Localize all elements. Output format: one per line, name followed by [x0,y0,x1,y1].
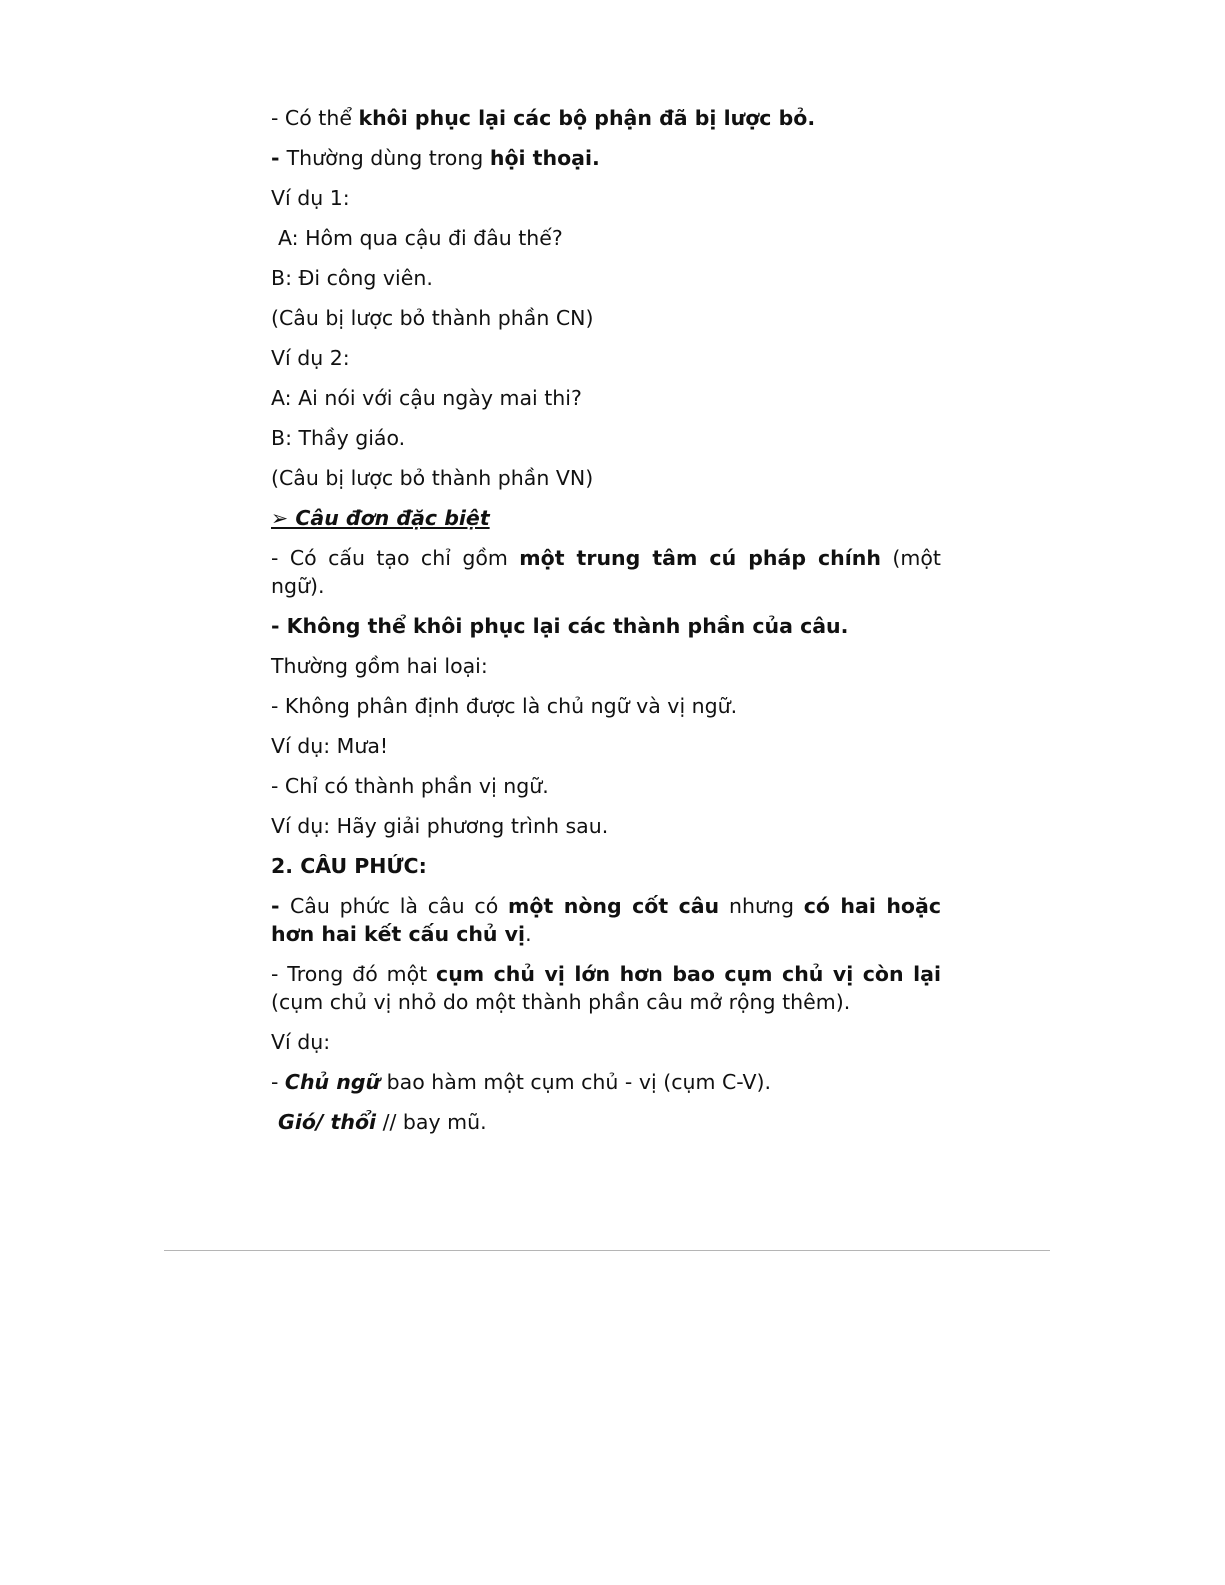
text-run: - [271,1070,285,1094]
text-run: - Có thể [271,106,359,130]
line-larger-cluster [271,960,941,1016]
example-1-answer: B: Đi công viên. [271,266,433,290]
line-complex-definition [271,892,941,948]
line-used-in-dialogue [271,144,941,172]
text-run: - Có cấu tạo chỉ gồm [271,546,520,570]
bold-run: một trung tâm cú pháp chính [519,546,881,570]
bold-run: cụm chủ vị lớn hơn bao cụm chủ vị còn lại [436,962,941,986]
text-run: . [525,922,532,946]
special-sentence-heading [271,504,941,532]
bold-run: có hai hoặc hơn hai kết cấu chủ vị [271,894,941,946]
text-run: Câu phức là câu có [289,894,509,918]
example-equation: Ví dụ: Hãy giải phương trình sau. [271,814,609,838]
example-label: Ví dụ: [271,1030,331,1054]
bold-run: khôi phục lại các bộ phận đã bị lược bỏ. [358,106,816,130]
document-body [271,104,941,1148]
example-wind [271,1108,941,1136]
bold-dash: - [271,894,290,918]
example-1-label: Ví dụ 1: [271,186,350,210]
section-heading-complex-sentence: 2. CÂU PHỨC: [271,854,427,878]
example-2-question: A: Ai nói với cậu ngày mai thi? [271,386,582,410]
bold-run: hội thoại. [489,146,600,170]
line-two-types: Thường gồm hai loại: [271,654,488,678]
bold-italic-run: Chủ ngữ [284,1070,381,1094]
example-2-note: (Câu bị lược bỏ thành phần VN) [271,466,594,490]
text-run: bao hàm một cụm chủ - vị (cụm C-V). [380,1070,771,1094]
text-run: nhưng [719,894,804,918]
line-type-predicate-only: - Chỉ có thành phần vị ngữ. [271,774,549,798]
example-2-label: Ví dụ 2: [271,346,350,370]
line-cannot-restore: - Không thể khôi phục lại các thành phần của câu. [271,614,849,638]
line-type-undetermined: - Không phân định được là chủ ngữ và vị ngữ. [271,694,738,718]
bold-italic-run: Gió/ thổi [278,1110,377,1134]
line-structure-single-center [271,544,941,600]
line-subject-contains-cv [271,1068,941,1096]
bold-run: một nòng cốt câu [508,894,720,918]
example-rain: Ví dụ: Mưa! [271,734,389,758]
text-run: - Trong đó một [271,962,437,986]
text-run: (cụm chủ vị nhỏ do một thành phần câu mở rộng thêm). [271,990,851,1014]
example-1-question: A: Hôm qua cậu đi đâu thế? [278,226,563,250]
text-run: (một ngữ). [271,546,941,598]
example-2-answer: B: Thầy giáo. [271,426,406,450]
line-restore-parts [271,104,941,132]
page-footer-rule [164,1250,1050,1251]
example-1-note: (Câu bị lược bỏ thành phần CN) [271,306,594,330]
text-run: Thường dùng trong [286,146,490,170]
heading-text: ➢ Câu đơn đặc biệt [271,506,490,530]
text-run: // bay mũ. [376,1110,487,1134]
bold-dash: - [271,146,287,170]
